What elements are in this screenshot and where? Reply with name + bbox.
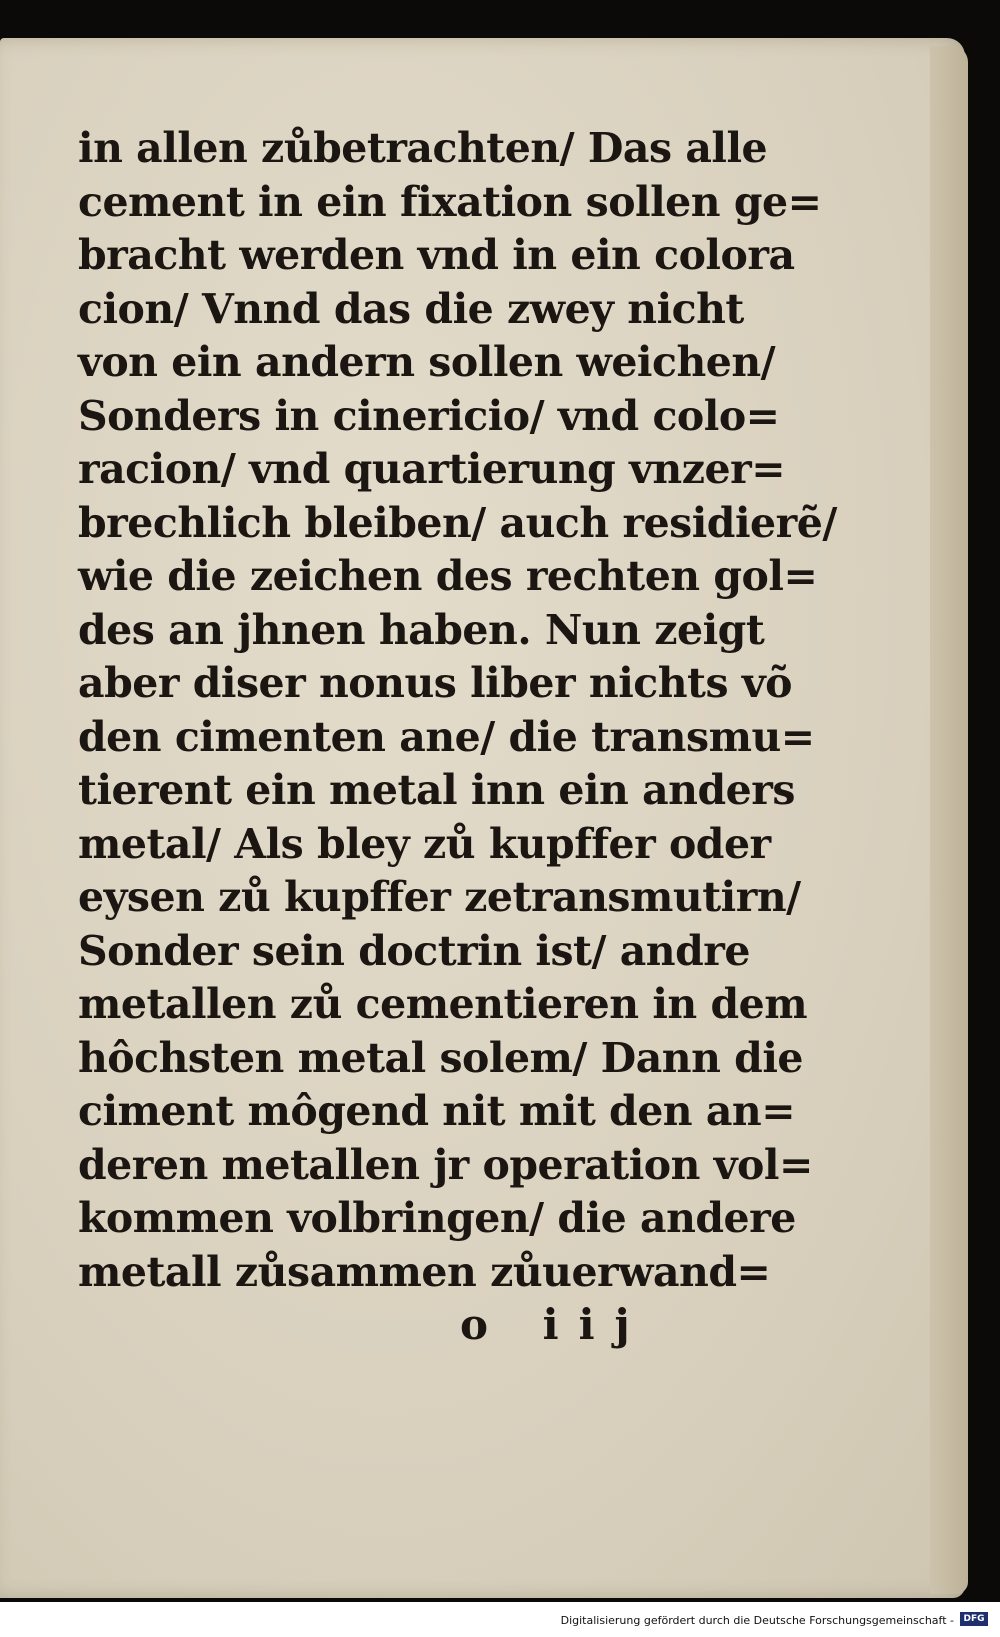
text-line: tierent ein metal inn ein anders — [78, 766, 795, 814]
text-line: metallen zů cementieren in dem — [78, 980, 808, 1028]
text-line: kommen volbringen/ die andere — [78, 1194, 796, 1242]
text-line: deren metallen jr operation vol= — [78, 1140, 813, 1189]
footer-bar — [0, 1602, 1000, 1637]
text-line: wie die zeichen des rechten gol= — [78, 552, 818, 600]
footer-credit: Digitalisierung gefördert durch die Deutsche Forschungsgemeinschaft - — [560, 1614, 954, 1627]
text-line: Sonder sein doctrin ist/ andre — [78, 926, 750, 975]
text-line: hôchsten metal solem/ Dann die — [78, 1033, 804, 1082]
page-text — [78, 122, 837, 1299]
text-line: cement in ein fixation sollen ge= — [78, 177, 822, 226]
text-line: brechlich bleiben/ auch residierẽ/ — [78, 498, 837, 547]
text-line: metall zůsammen zůuerwand= — [78, 1247, 771, 1296]
text-line: metal/ Als bley zů kupffer oder — [78, 819, 771, 868]
text-line: eysen zů kupffer zetransmutirn/ — [78, 873, 801, 921]
text-line: des an jhnen haben. Nun zeigt — [78, 605, 765, 654]
text-line: cion/ Vnnd das die zwey nicht — [78, 284, 744, 333]
text-line: Sonders in cinericio/ vnd colo= — [78, 391, 780, 440]
text-line: von ein andern sollen weichen/ — [78, 338, 776, 386]
text-line: den cimenten ane/ die transmu= — [78, 712, 815, 761]
text-line: racion/ vnd quartierung vnzer= — [78, 445, 786, 493]
text-line: ciment môgend nit mit den an= — [78, 1087, 796, 1135]
text-line: in allen zůbetrachten/ Das alle — [78, 124, 768, 172]
signature-mark: o iij — [460, 1300, 650, 1349]
text-line: aber diser nonus liber nichts võ — [78, 659, 793, 707]
dfg-logo: DFG — [960, 1612, 988, 1626]
text-line: bracht werden vnd in ein colora — [78, 231, 795, 279]
page-edge — [930, 46, 968, 1594]
